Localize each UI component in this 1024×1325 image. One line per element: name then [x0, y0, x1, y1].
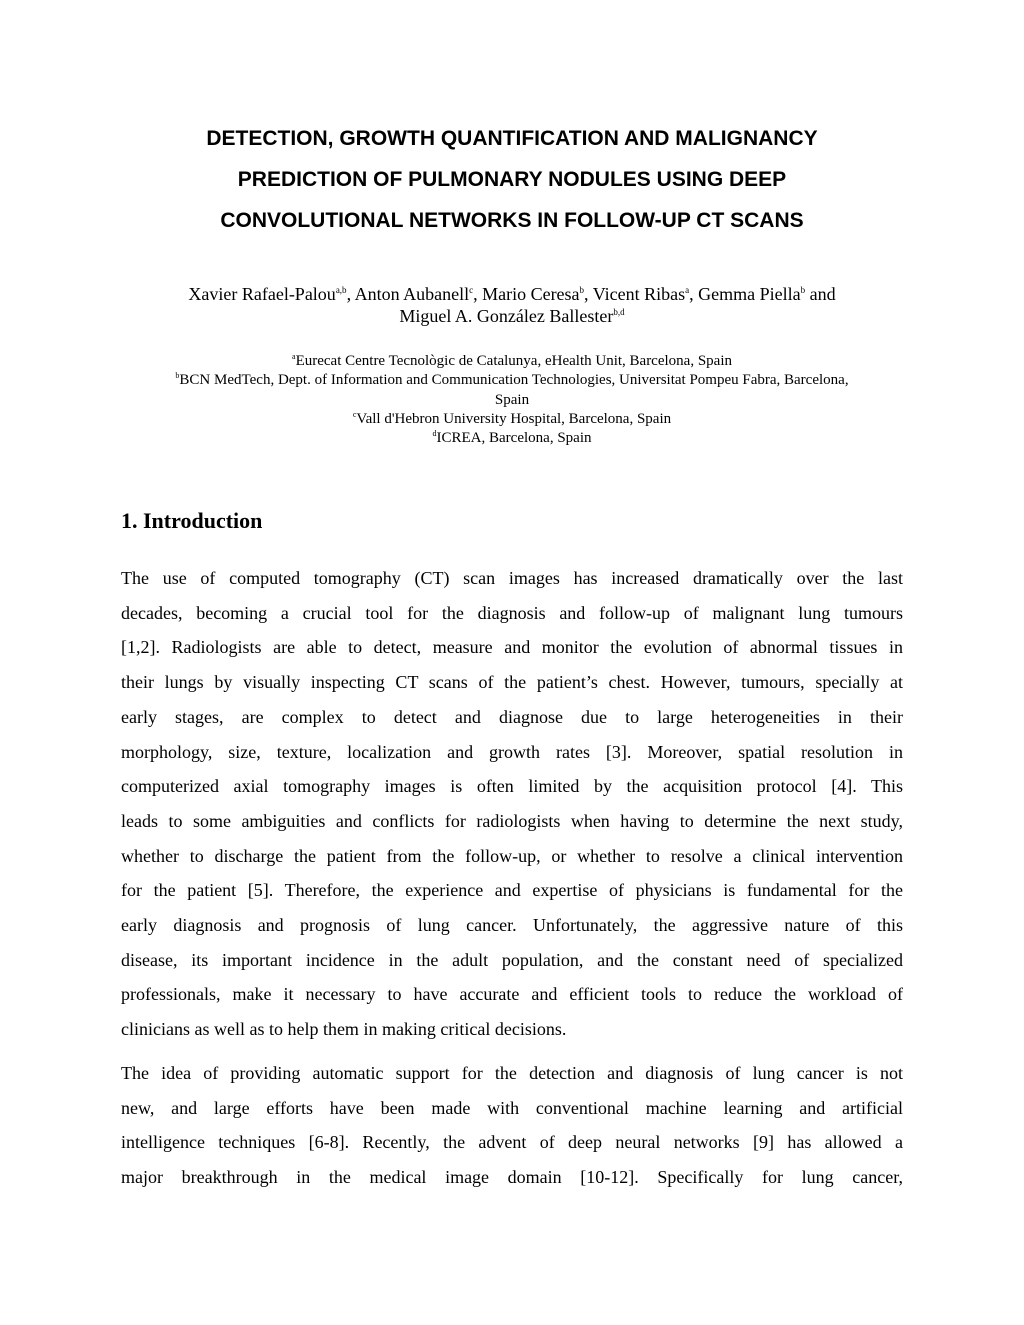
author-name: Mario Ceresa	[482, 284, 580, 304]
author-affiliation-mark: b	[800, 285, 806, 295]
title-line: CONVOLUTIONAL NETWORKS IN FOLLOW-UP CT SCANS	[220, 209, 804, 232]
text-line: The idea of providing automatic support for the detection and diagnosis of lung cancer is not	[121, 1063, 903, 1083]
text-line: leads to some ambiguities and conflicts for radiologists when having to determine the next study,	[121, 810, 903, 831]
affiliation: $^a$Eurecat Centre Tecnològic de Catalunya, eHealth Unit, Barcelona, Spain	[292, 352, 732, 369]
text-line: whether to discharge the patient from the follow-up, or whether to resolve a clinical intervention	[121, 845, 903, 866]
author-affiliation-mark: a	[685, 285, 690, 295]
text-line: major breakthrough in the medical image domain [10-12]. Specifically for lung cancer,	[121, 1167, 903, 1188]
affiliation-list	[100, 352, 924, 448]
author-name: Miguel A. González Ballester	[399, 306, 614, 326]
title-line: DETECTION, GROWTH QUANTIFICATION AND MALIGNANCY	[206, 127, 818, 150]
text-line: early stages, are complex to detect and diagnose due to large heterogeneities in their	[121, 706, 903, 727]
text-line: early diagnosis and prognosis of lung cancer. Unfortunately, the aggressive nature of this	[121, 915, 903, 936]
author-affiliation-mark: a,b	[335, 285, 347, 295]
text-line: The use of computed tomography (CT) scan images has increased dramatically over the last	[121, 568, 903, 588]
text-line: morphology, size, texture, localization and growth rates [3]. Moreover, spatial resolution in	[121, 741, 903, 762]
text-line: their lungs by visually inspecting CT scans of the patient’s chest. However, tumours, specially at	[121, 672, 903, 693]
author-affiliation-mark: b	[579, 285, 585, 295]
author-affiliation-mark: c	[469, 285, 474, 295]
affiliation: $^d$ICREA, Barcelona, Spain	[432, 429, 592, 447]
text-line: decades, becoming a crucial tool for the diagnosis and follow-up of malignant lung tumours	[121, 602, 903, 623]
text-line: intelligence techniques [6-8]. Recently, the advent of deep neural networks [9] has allowed a	[121, 1132, 903, 1153]
author-line-2	[100, 305, 924, 327]
author-name: Vicent Ribas	[592, 284, 686, 304]
section-heading: 1. Introduction	[121, 508, 263, 533]
text-line: for the patient [5]. Therefore, the experience and expertise of physicians is fundamental for the	[121, 880, 903, 901]
text-line: computerized axial tomography images is often limited by the acquisition protocol [4]. This	[121, 776, 903, 797]
affiliation-continued: Spain	[494, 391, 530, 408]
text-line: new, and large efforts have been made with conventional machine learning and artificial	[121, 1097, 903, 1118]
author-line-1: Xavier Rafael-Palou$^{a,b}$, Anton Aubanell$^c$, Mario Ceresa$^b$, Vicent Ribas$^a$, Gemma Piella$^b$ and	[188, 284, 836, 304]
author-name: Xavier Rafael-Palou	[188, 284, 336, 304]
paper-title	[100, 118, 924, 241]
text-line: [1,2]. Radiologists are able to detect, measure and monitor the evolution of abnormal tissues in	[121, 637, 903, 658]
affiliation: $^b$BCN MedTech, Dept. of Information and Communication Technologies, Universitat Pompeu Fabra, Barcelona,	[175, 371, 849, 389]
text-line: disease, its important incidence in the adult population, and the constant need of specialized	[121, 949, 903, 970]
body-paragraph	[121, 561, 903, 1047]
title-line: PREDICTION OF PULMONARY NODULES USING DEEP	[237, 168, 787, 191]
text-line: professionals, make it necessary to have accurate and efficient tools to reduce the workload of	[121, 984, 903, 1005]
affiliation: $^c$Vall d'Hebron University Hospital, Barcelona, Spain	[352, 409, 672, 427]
body-paragraph	[121, 1056, 903, 1195]
author-affiliation-mark: b,d	[613, 307, 625, 317]
author-list	[100, 283, 924, 327]
author-name: Gemma Piella	[698, 284, 801, 304]
text-line: clinicians as well as to help them in making critical decisions.	[121, 1019, 567, 1040]
author-name: Anton Aubanell	[354, 284, 470, 304]
